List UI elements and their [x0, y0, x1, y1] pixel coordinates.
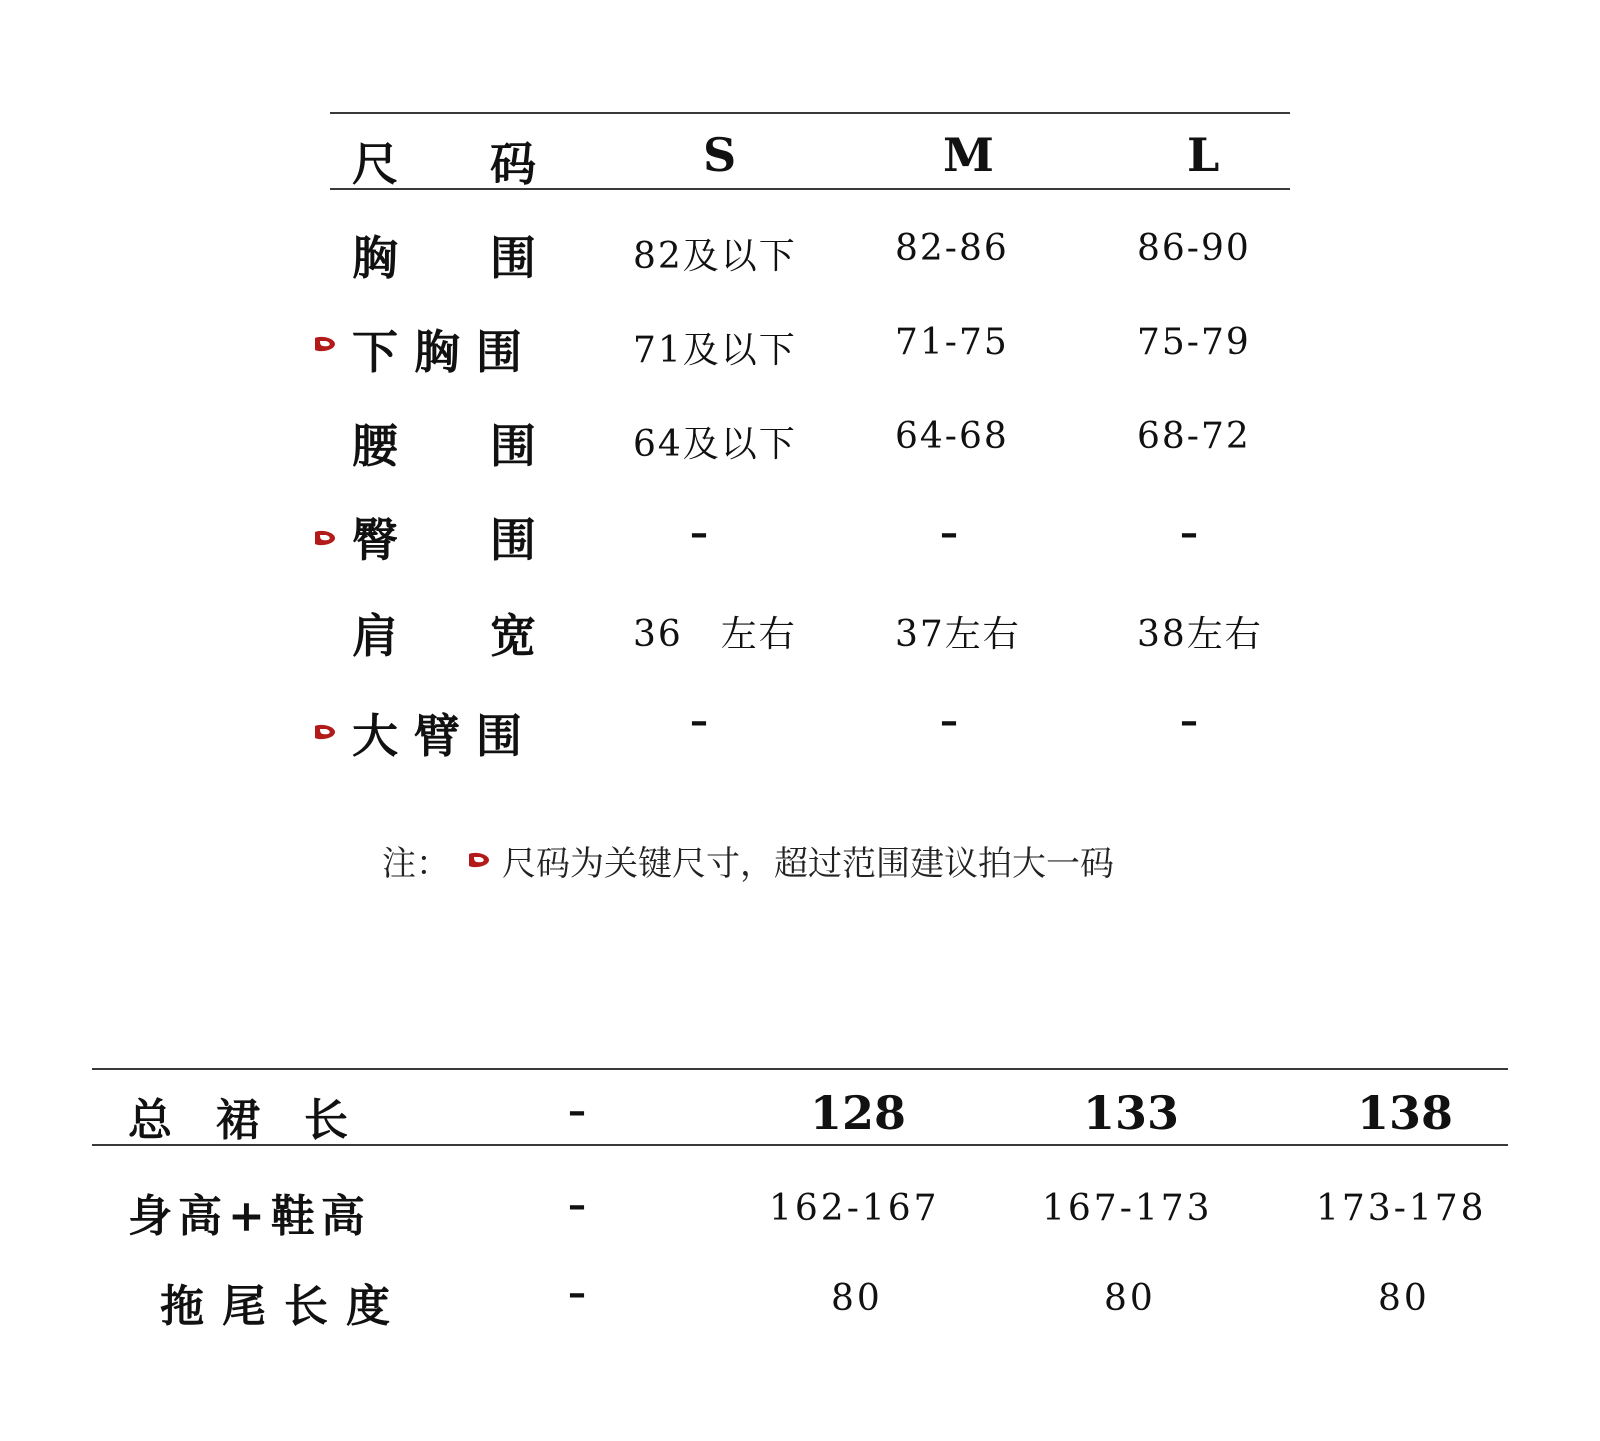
cell-shoulder-l: 38左右 [1137, 614, 1263, 655]
size-header-s: S [703, 128, 737, 182]
length-header-label: 总 裙 长 [128, 1095, 348, 1146]
size-header-m: M [943, 128, 994, 182]
size-note [0, 836, 1600, 886]
cell-chest-m: 82-86 [895, 228, 1009, 269]
row-label-waist: 腰 围 [352, 419, 536, 473]
length-header-s: 128 [810, 1086, 907, 1140]
row-label-hip: 臀 围 [352, 513, 536, 567]
cell-train-s: 80 [831, 1278, 883, 1319]
cell-hip-l: – [1180, 512, 1198, 554]
cell-underbust-s: 71及以下 [633, 330, 797, 371]
cell-underbust-m: 71-75 [895, 322, 1009, 363]
cell-waist-s: 64及以下 [633, 424, 797, 465]
cell-chest-l: 86-90 [1137, 228, 1251, 269]
row-label-underbust: 下胸围 [352, 325, 538, 379]
row-label-shoulder: 肩 宽 [352, 609, 536, 663]
cell-height-base: – [568, 1184, 586, 1226]
row-label-train: 拖尾长度 [160, 1281, 408, 1332]
key-size-mark-icon [312, 334, 338, 354]
cell-waist-m: 64-68 [895, 416, 1009, 457]
key-size-mark-icon [312, 722, 338, 742]
cell-chest-s: 82及以下 [633, 236, 797, 277]
cell-upper-arm-m: – [940, 700, 958, 742]
cell-train-m: 80 [1104, 1278, 1156, 1319]
row-label-height: 身高+鞋高 [128, 1191, 371, 1242]
note-text: 尺码为关键尺寸，超过范围建议拍大一码 [502, 844, 1114, 884]
row-label-chest: 胸 围 [352, 231, 536, 285]
length-header-l: 138 [1357, 1086, 1454, 1140]
cell-shoulder-s: 36 左右 [633, 614, 797, 655]
note-prefix: 注： [382, 844, 450, 884]
cell-height-m: 167-173 [1042, 1188, 1213, 1229]
cell-upper-arm-l: – [1180, 700, 1198, 742]
table-top-rule [330, 112, 1290, 114]
size-header-label: 尺 码 [352, 137, 536, 191]
cell-train-l: 80 [1378, 1278, 1430, 1319]
cell-shoulder-m: 37左右 [895, 614, 1021, 655]
key-size-mark-icon [312, 528, 338, 548]
cell-height-l: 173-178 [1316, 1188, 1487, 1229]
length-table-top-rule [92, 1068, 1508, 1070]
key-size-mark-icon [466, 850, 492, 870]
row-label-upper-arm: 大臂围 [352, 709, 538, 763]
length-header-m: 133 [1083, 1086, 1180, 1140]
cell-height-s: 162-167 [769, 1188, 940, 1229]
cell-train-base: – [568, 1272, 586, 1314]
size-header-l: L [1187, 128, 1220, 182]
cell-waist-l: 68-72 [1137, 416, 1251, 457]
cell-hip-m: – [940, 512, 958, 554]
length-header-base: – [568, 1090, 586, 1132]
cell-upper-arm-s: – [690, 700, 708, 742]
cell-underbust-l: 75-79 [1137, 322, 1251, 363]
cell-hip-s: – [690, 512, 708, 554]
